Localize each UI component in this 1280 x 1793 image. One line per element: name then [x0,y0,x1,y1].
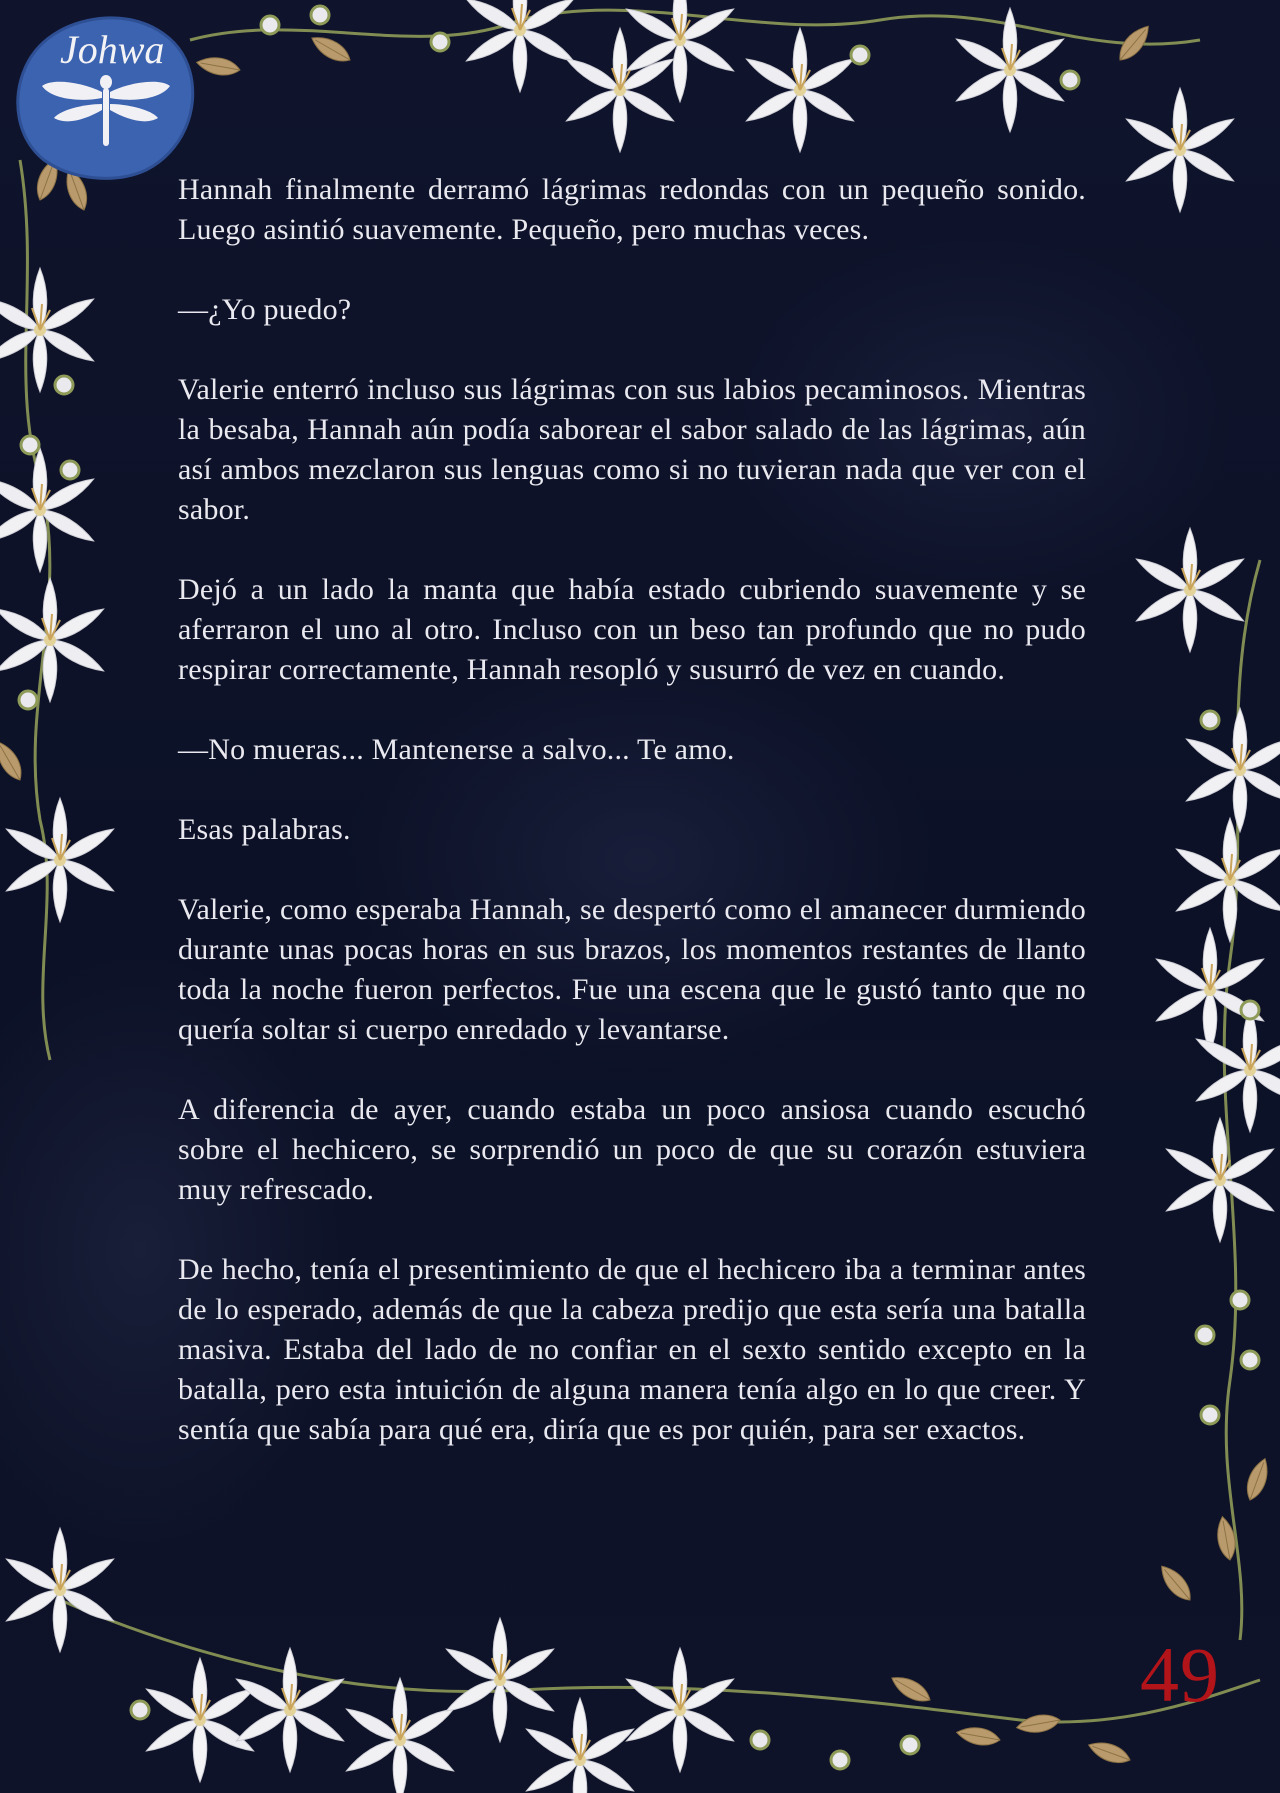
paragraph: —No mueras... Mantenerse a salvo... Te amo. [178,733,735,766]
paragraph: Dejó a un lado la manta que había estado cubriendo suavemente y se aferraron el uno al otro. Incluso con un beso tan profundo que no pudo respirar correctamente, Hannah resopló y susurró de vez en cuando. [178,573,1086,686]
publisher-logo [12,12,200,182]
paragraph: Esas palabras. [178,813,351,846]
story-text [178,170,1086,1490]
paragraph: A diferencia de ayer, cuando estaba un poco ansiosa cuando escuchó sobre el hechicero, se sorprendió un poco de que su corazón estuviera muy refrescado. [178,1093,1086,1206]
logo-text: Johwa [60,27,165,72]
paragraph: Valerie, como esperaba Hannah, se despertó como el amanecer durmiendo durante unas pocas horas en sus brazos, los momentos restantes de llanto toda la noche fueron perfectos. Fue una escena que le gustó tanto que no quería soltar si cuerpo enredado y levantarse. [178,893,1086,1046]
page-number: 49 [1140,1631,1220,1718]
paragraph: De hecho, tenía el presentimiento de que el hechicero iba a terminar antes de lo esperado, además de que la cabeza predijo que esta sería una batalla masiva. Estaba del lado de no confiar en el sexto sentido excepto en la batalla, pero esta intuición de alguna manera tenía algo en lo que creer. Y sentía que sabía para qué era, diría que es por quién, para ser exactos. [178,1253,1086,1446]
paragraph: —¿Yo puedo? [178,293,352,326]
paragraph: Valerie enterró incluso sus lágrimas con sus labios pecaminosos. Mientras la besaba, Hannah aún podía saborear el sabor salado de las lágrimas, aún así ambos mezclaron sus lenguas como si no tuvieran nada que ver con el sabor. [178,373,1086,526]
paragraph: Hannah finalmente derramó lágrimas redondas con un pequeño sonido. Luego asintió suavemente. Pequeño, pero muchas veces. [178,173,1086,246]
